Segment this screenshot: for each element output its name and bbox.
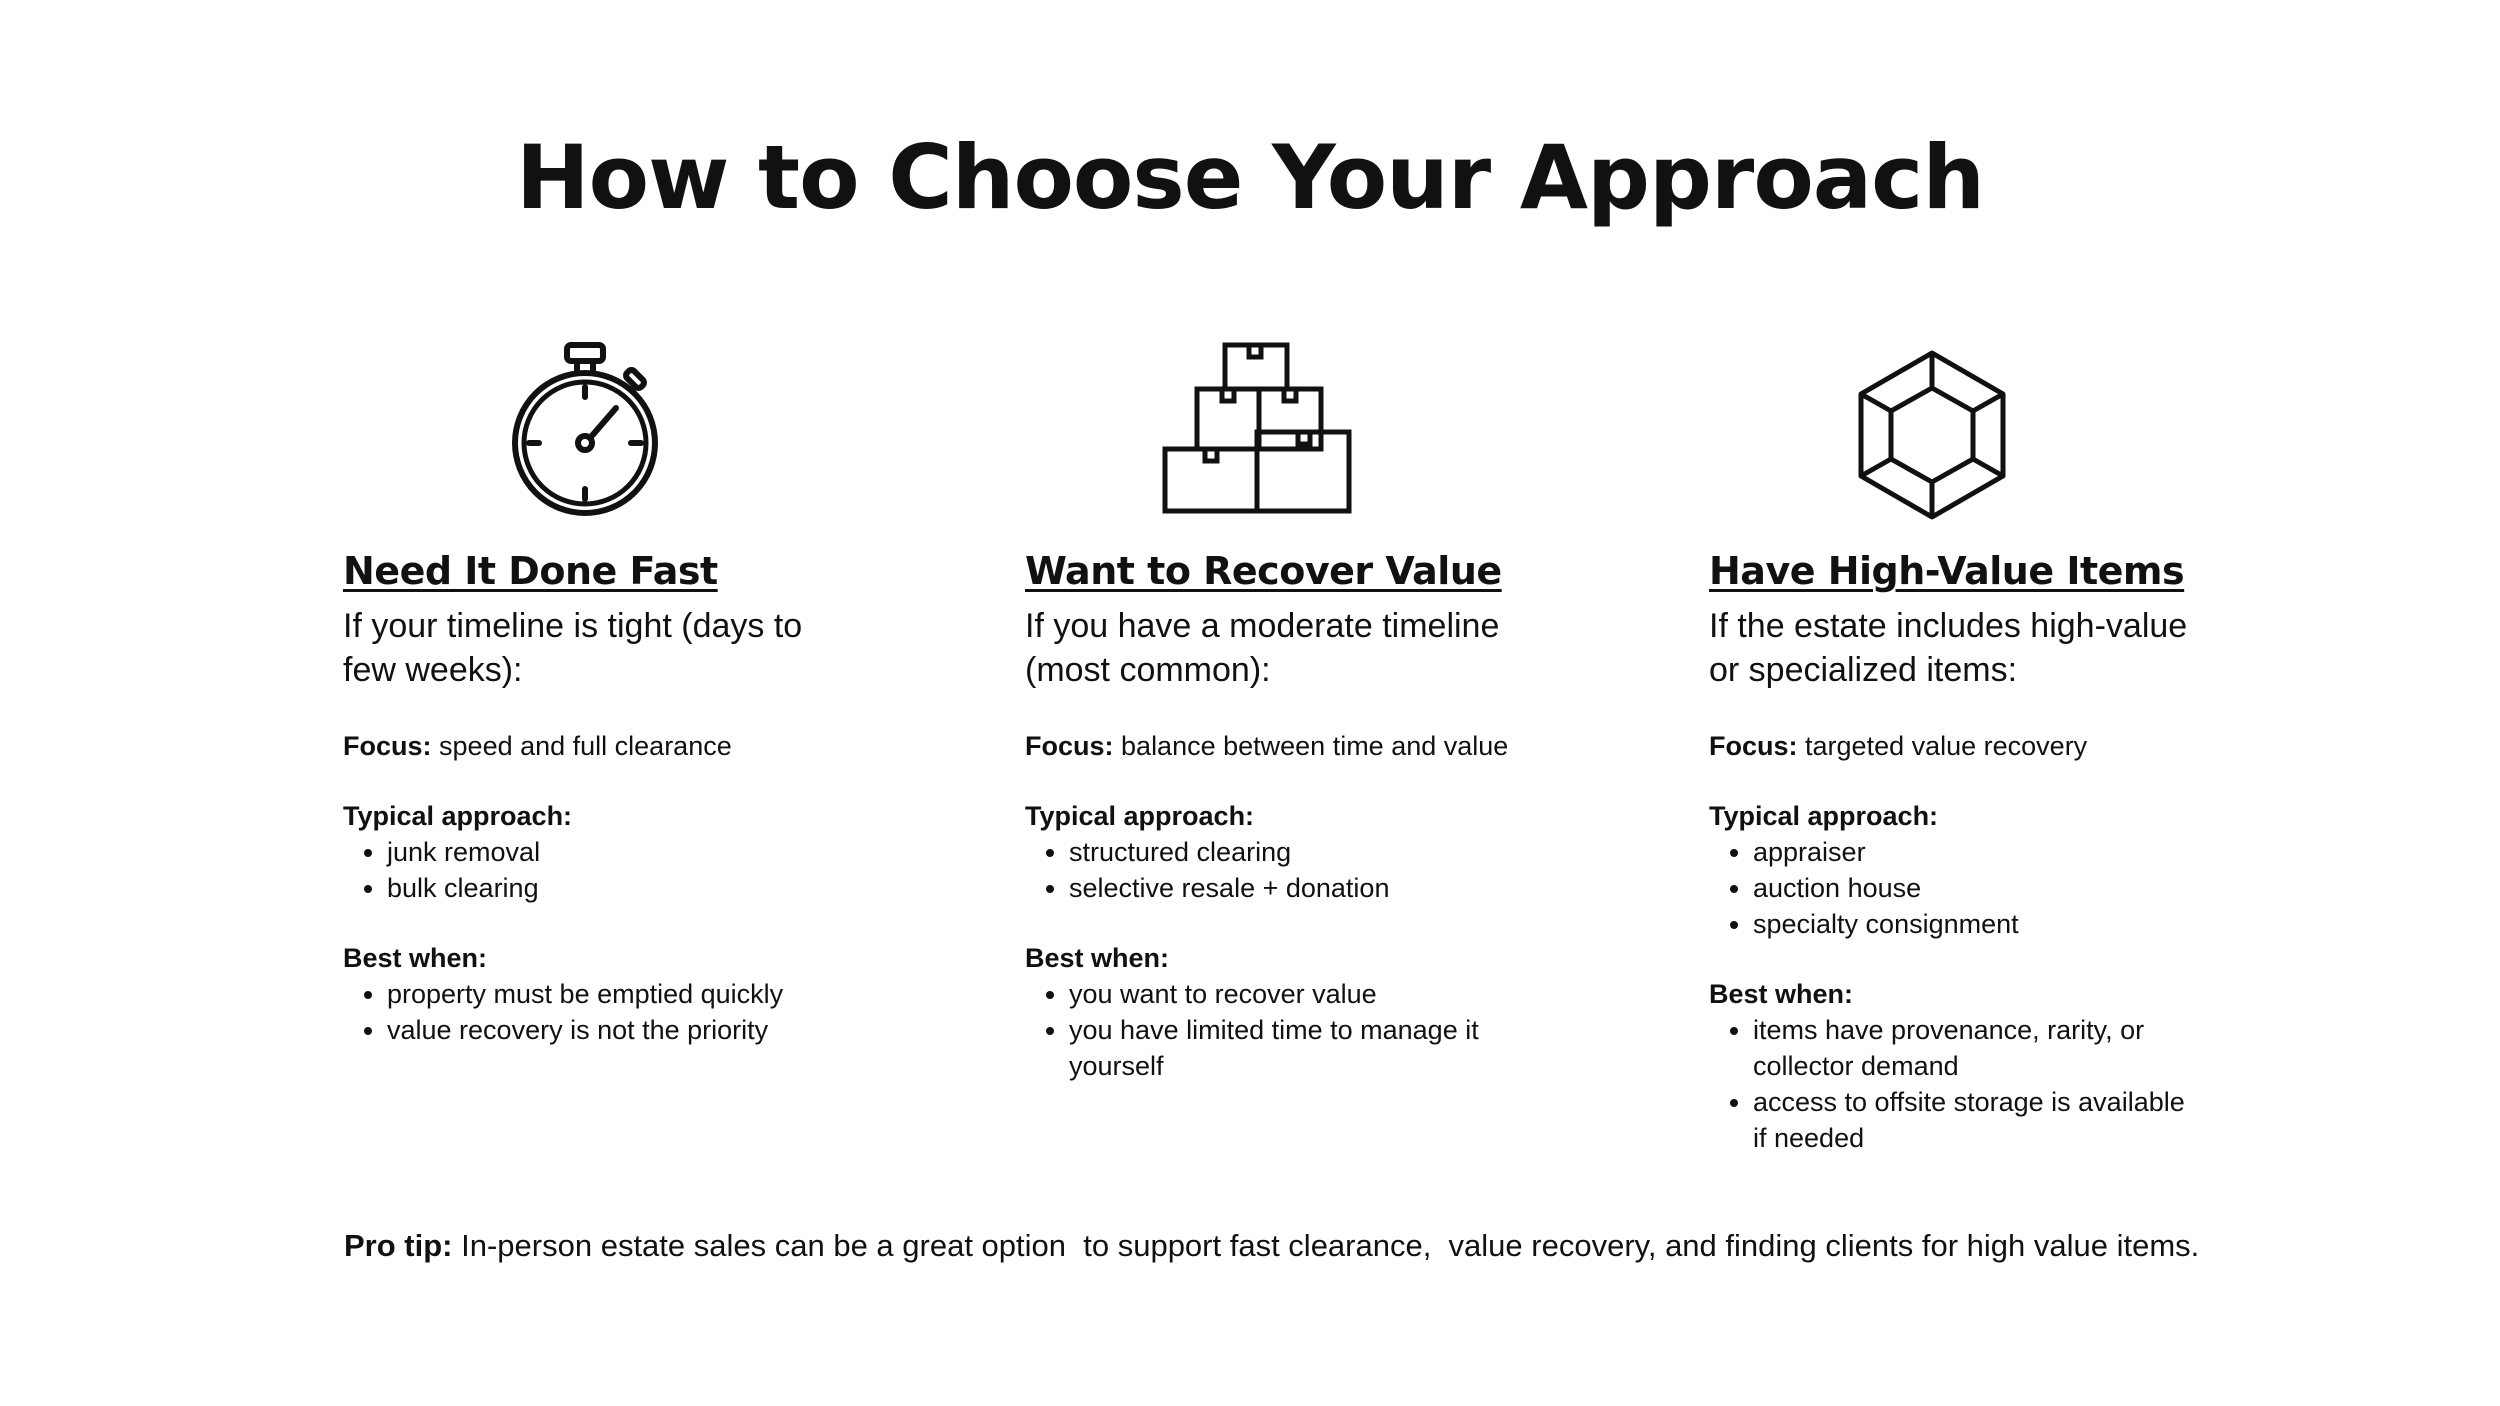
approach-label: Typical approach: <box>1709 800 1939 831</box>
focus-label: Focus: <box>1709 730 1798 761</box>
list-item: • selective resale + donation <box>1069 870 1525 906</box>
approach-label: Typical approach: <box>1025 800 1255 831</box>
list-item: • bulk clearing <box>387 870 863 906</box>
focus-line <box>1709 728 2189 764</box>
list-item: • you have limited time to manage it yourself <box>1069 1012 1525 1084</box>
best-when-label: Best when: <box>1025 942 1170 973</box>
stopwatch-icon <box>485 335 685 535</box>
focus-line <box>1025 728 1525 764</box>
column-heading: Want to Recover Value <box>1025 549 1502 593</box>
best-when-list <box>1025 976 1525 1084</box>
focus-text: targeted value recovery <box>1805 730 2088 761</box>
approach-list <box>1709 834 2189 942</box>
approach-list <box>343 834 863 906</box>
focus-line <box>343 728 863 764</box>
list-item: • items have provenance, rarity, or collector demand <box>1753 1012 2189 1084</box>
best-when-list <box>1709 1012 2189 1156</box>
list-item: • junk removal <box>387 834 863 870</box>
pro-tip-label: Pro tip: <box>344 1228 453 1263</box>
page-title: How to Choose Your Approach <box>516 126 1984 229</box>
column-intro: If your timeline is tight (days to few weeks): <box>343 606 803 689</box>
list-item: • you want to recover value <box>1069 976 1525 1012</box>
list-item: • access to offsite storage is available if needed <box>1753 1084 2189 1156</box>
gem-icon <box>1832 335 2032 535</box>
pro-tip-text: In-person estate sales can be a great option to support fast clearance, value recovery, and finding clients for high value items. <box>461 1228 2200 1263</box>
approach-list <box>1025 834 1525 906</box>
stacked-boxes-icon <box>1155 335 1355 535</box>
focus-text: speed and full clearance <box>439 730 732 761</box>
list-item: • specialty consignment <box>1753 906 2189 942</box>
column-heading: Have High-Value Items <box>1709 549 2185 593</box>
list-item: • auction house <box>1753 870 2189 906</box>
approach-label: Typical approach: <box>343 800 573 831</box>
focus-label: Focus: <box>1025 730 1114 761</box>
column-intro: If you have a moderate timeline (most common): <box>1025 606 1500 689</box>
list-item: • structured clearing <box>1069 834 1525 870</box>
column-intro: If the estate includes high-value or specialized items: <box>1709 606 2188 689</box>
column-have-high-value-items <box>1709 548 2189 1156</box>
column-heading: Need It Done Fast <box>343 549 718 593</box>
pro-tip <box>344 1226 2344 1266</box>
column-need-it-done-fast <box>343 548 863 1048</box>
list-item: • appraiser <box>1753 834 2189 870</box>
list-item: • property must be emptied quickly <box>387 976 863 1012</box>
list-item: • value recovery is not the priority <box>387 1012 863 1048</box>
focus-label: Focus: <box>343 730 432 761</box>
best-when-label: Best when: <box>343 942 488 973</box>
column-want-to-recover-value <box>1025 548 1525 1084</box>
best-when-list <box>343 976 863 1048</box>
best-when-label: Best when: <box>1709 978 1854 1009</box>
focus-text: balance between time and value <box>1121 730 1509 761</box>
